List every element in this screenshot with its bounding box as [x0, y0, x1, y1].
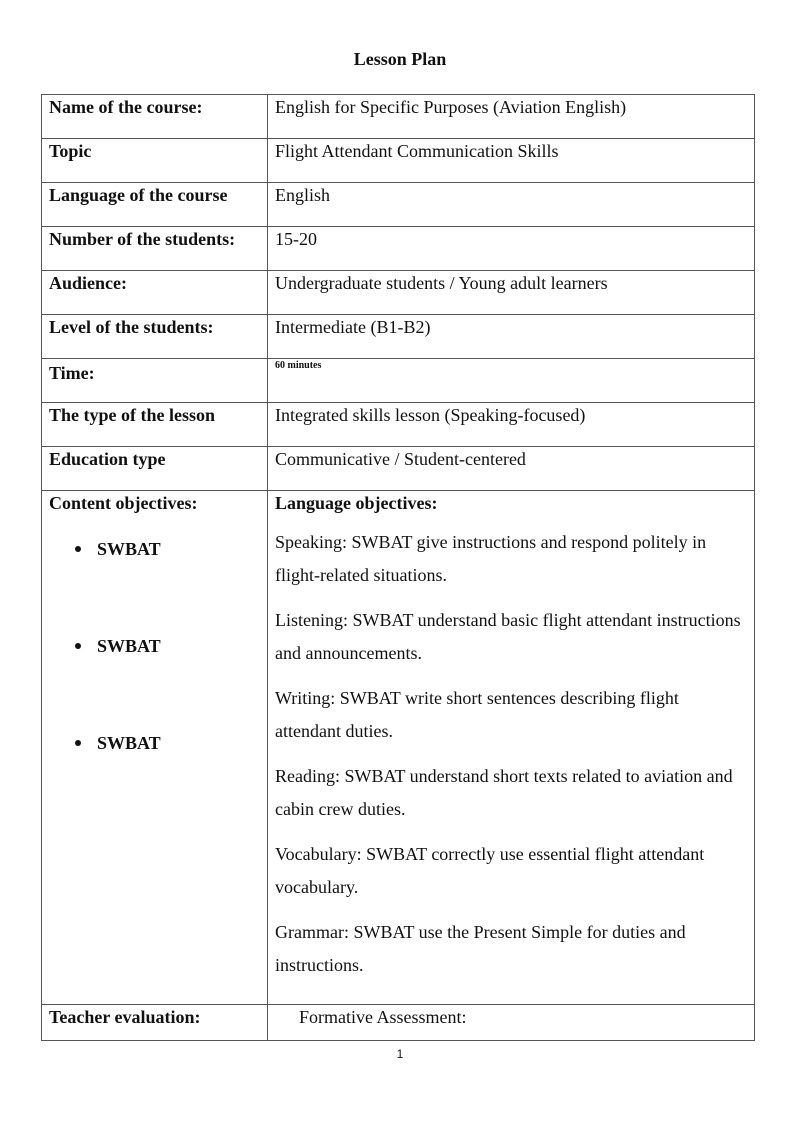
list-item: Listening: SWBAT understand basic flight attendant instructions and announcements. [275, 610, 741, 663]
row-value: 15-20 [268, 227, 755, 271]
objectives-row [42, 491, 755, 1005]
table-row [42, 447, 755, 491]
table-row [42, 95, 755, 139]
row-value: Intermediate (B1-B2) [268, 315, 755, 359]
table-row [42, 315, 755, 359]
table-row [42, 227, 755, 271]
list-item: Writing: SWBAT write short sentences describing flight attendant duties. [275, 688, 679, 741]
row-label: Topic [42, 139, 268, 183]
list-item: Reading: SWBAT understand short texts related to aviation and cabin crew duties. [275, 766, 733, 819]
row-label: Level of the students: [42, 315, 268, 359]
list-item: Speaking: SWBAT give instructions and respond politely in flight-related situations. [275, 532, 707, 585]
row-value: Integrated skills lesson (Speaking-focused) [268, 403, 755, 447]
list-item: SWBAT [49, 635, 260, 657]
content-objectives-cell [42, 491, 268, 1005]
row-label: Number of the students: [42, 227, 268, 271]
row-value: Communicative / Student-centered [268, 447, 755, 491]
row-value: English [268, 183, 755, 227]
language-objectives-cell [268, 491, 755, 1005]
row-value: Flight Attendant Communication Skills [268, 139, 755, 183]
row-label: Audience: [42, 271, 268, 315]
table-row [42, 183, 755, 227]
table-row [42, 139, 755, 183]
table-row [42, 271, 755, 315]
table-row [42, 1005, 755, 1041]
row-label: The type of the lesson [42, 403, 268, 447]
list-item: SWBAT [49, 732, 260, 754]
table-row [42, 359, 755, 403]
row-label: Time: [42, 359, 268, 403]
content-objectives-label: Content objectives: [49, 493, 198, 513]
lesson-plan-table [41, 94, 755, 1041]
list-item: Vocabulary: SWBAT correctly use essential flight attendant vocabulary. [275, 844, 705, 897]
row-label: Name of the course: [42, 95, 268, 139]
row-label: Teacher evaluation: [42, 1005, 268, 1041]
list-item: Grammar: SWBAT use the Present Simple for duties and instructions. [275, 922, 686, 975]
content-objectives-list [49, 538, 260, 754]
row-label: Language of the course [42, 183, 268, 227]
row-value: 60 minutes [268, 359, 755, 403]
row-value: Formative Assessment: [268, 1005, 755, 1041]
language-objectives-label: Language objectives: [275, 493, 438, 513]
document-title: Lesson Plan [353, 49, 447, 69]
row-value: English for Specific Purposes (Aviation English) [268, 95, 755, 139]
row-label: Education type [42, 447, 268, 491]
row-value: Undergraduate students / Young adult learners [268, 271, 755, 315]
table-row [42, 403, 755, 447]
list-item: SWBAT [49, 538, 260, 560]
page-number: 1 [396, 1047, 404, 1061]
